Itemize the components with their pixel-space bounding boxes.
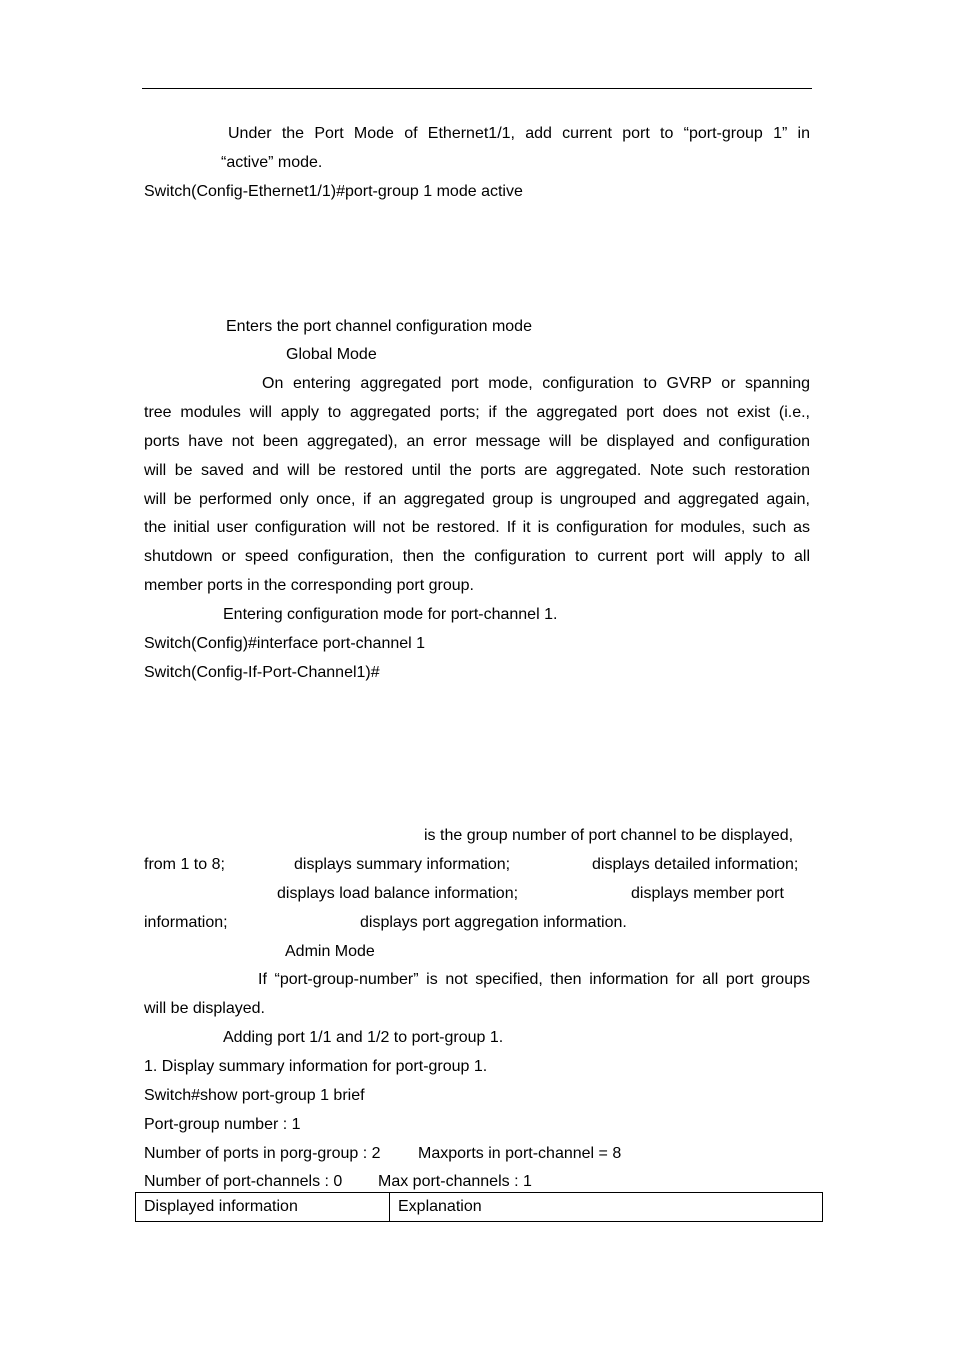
output-line-3a: Number of port-channels : 0 bbox=[144, 1173, 343, 1190]
usage-line-2: tree modules will apply to aggregated ports; if the aggregated port does not exist (i.e., bbox=[144, 404, 810, 421]
output-line-2a: Number of ports in porg-group : 2 bbox=[144, 1145, 381, 1162]
header-rule bbox=[142, 88, 812, 89]
usage-line-7: shutdown or speed configuration, then the configuration to current port will apply to all bbox=[144, 548, 810, 565]
show-example-text: Adding port 1/1 and 1/2 to port-group 1. bbox=[223, 1029, 504, 1046]
intro-command: Switch(Config-Ethernet1/1)#port-group 1 mode active bbox=[144, 183, 523, 200]
usage-line-5: will be performed only once, if an aggregated group is ungrouped and aggregated again, bbox=[144, 491, 810, 508]
table-header-displayed-information: Displayed information bbox=[136, 1193, 390, 1222]
usage-line-8: member ports in the corresponding port group. bbox=[144, 577, 474, 594]
parameter-line-2a: from 1 to 8; bbox=[144, 856, 225, 873]
explanation-table bbox=[135, 1192, 823, 1222]
parameter-line-2c: displays detailed information; bbox=[592, 856, 799, 873]
show-usage-line-1: If “port-group-number” is not specified, then information for all port groups bbox=[258, 971, 810, 988]
usage-line-3: ports have not been aggregated), an error message will be displayed and configuration bbox=[144, 433, 810, 450]
parameter-line-3b: displays member port bbox=[631, 885, 784, 902]
example-command-1: Switch(Config)#interface port-channel 1 bbox=[144, 635, 426, 652]
show-step-1: 1. Display summary information for port-group 1. bbox=[144, 1058, 488, 1075]
table-header-row bbox=[136, 1193, 823, 1222]
parameter-line-1: is the group number of port channel to be displayed, bbox=[424, 827, 794, 844]
table-header-explanation: Explanation bbox=[390, 1193, 823, 1222]
usage-line-1: On entering aggregated port mode, configuration to GVRP or spanning bbox=[262, 375, 810, 392]
intro-line-2: “active” mode. bbox=[221, 154, 323, 171]
function-text: Enters the port channel configuration mode bbox=[226, 318, 532, 335]
parameter-line-2b: displays summary information; bbox=[294, 856, 511, 873]
parameter-line-4b: displays port aggregation information. bbox=[360, 914, 627, 931]
show-usage-line-2: will be displayed. bbox=[144, 1000, 265, 1017]
parameter-line-3a: displays load balance information; bbox=[277, 885, 519, 902]
output-line-2b: Maxports in port-channel = 8 bbox=[418, 1145, 622, 1162]
output-line-3b: Max port-channels : 1 bbox=[378, 1173, 532, 1190]
show-command: Switch#show port-group 1 brief bbox=[144, 1087, 365, 1104]
command-mode: Global Mode bbox=[286, 346, 377, 363]
intro-line-1: Under the Port Mode of Ethernet1/1, add current port to “port-group 1” in bbox=[228, 125, 810, 142]
usage-line-4: will be saved and will be restored until the ports are aggregated. Note such restoration bbox=[144, 462, 810, 479]
parameter-line-4a: information; bbox=[144, 914, 228, 931]
example-command-2: Switch(Config-If-Port-Channel1)# bbox=[144, 664, 380, 681]
output-line-1: Port-group number : 1 bbox=[144, 1116, 301, 1133]
show-command-mode: Admin Mode bbox=[285, 943, 375, 960]
example-text: Entering configuration mode for port-channel 1. bbox=[223, 606, 558, 623]
usage-line-6: the initial user configuration will not be restored. If it is configuration for modules, such as bbox=[144, 519, 810, 536]
